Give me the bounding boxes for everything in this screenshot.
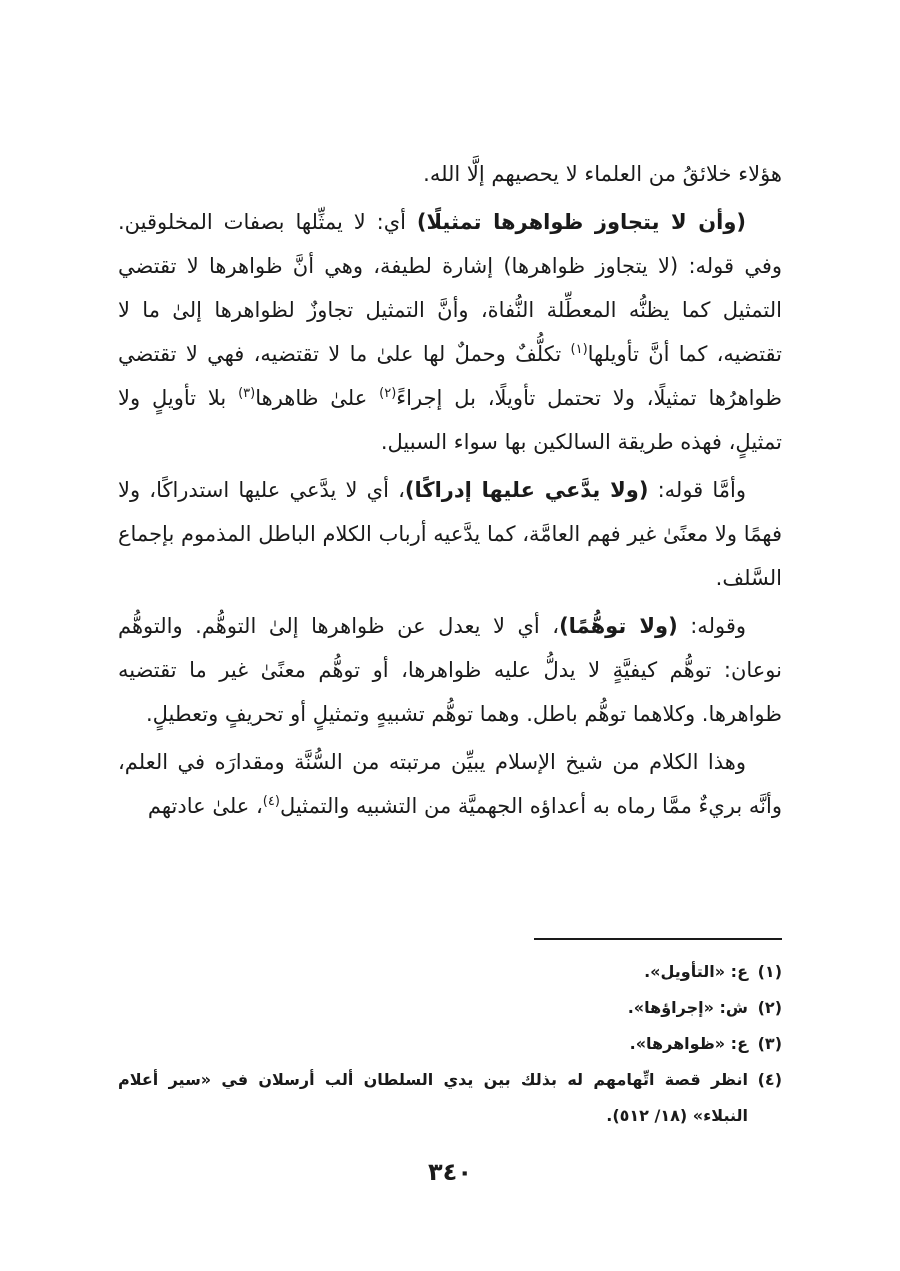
paragraph-3 (118, 468, 782, 600)
main-text (118, 152, 782, 832)
footnote-2 (118, 990, 782, 1026)
paragraph-4-lead: وقوله: (677, 614, 746, 638)
paragraph-5-text-b: ، علىٰ عادتهم (147, 794, 263, 818)
paragraph-5 (118, 740, 782, 828)
paragraph-2 (118, 200, 782, 464)
quoted-phrase: (وأن لا يتجاوز ظواهرها تمثيلًا) (416, 210, 747, 234)
quoted-phrase: (ولا توهُّمًا) (559, 614, 678, 638)
paragraph-2-text-c: علىٰ ظاهرها (255, 386, 380, 410)
paragraph-2-text-d: بلا تأويلٍ ولا تمثيلٍ، فهذه طريقة السالكين بها سواء السبيل. (118, 386, 782, 454)
footnote-separator (534, 938, 782, 940)
footnote-1 (118, 954, 782, 990)
page-number: ٣٤٠ (428, 1158, 472, 1186)
paragraph-4 (118, 604, 782, 736)
footnote-number: (٢) (757, 998, 782, 1017)
footnote-ref-2[interactable]: (٢) (379, 386, 397, 401)
footnote-text: ش: «إجراؤها». (627, 998, 748, 1017)
paragraph-5-text-a: وهذا الكلام من شيخ الإسلام يبيِّن مرتبته من السُّنَّة ومقدارَه في العلم، وأنَّه بريءٌ ممَّا رماه به أعداؤه الجهميَّة من التشبيه والتمثيل (118, 750, 782, 818)
quoted-phrase: (ولا يدَّعي عليها إدراكًا) (404, 478, 649, 502)
paragraph-2-text-a: أي: لا يمثِّلها بصفات المخلوقين. وفي قوله: (لا يتجاوز ظواهرها) إشارة لطيفة، وهي أنَّ ظواهرها لا تقتضي التمثيل كما يظنُّه المعطِّلة النُّفاة، وأنَّ التمثيل تجاوزٌ لظواهرها إلىٰ ما لا تقتضيه، كما أنَّ تأويلها (118, 210, 783, 366)
paragraph-3-text: ، أي لا يدَّعي عليها استدراكًا، ولا فهمًا ولا معنًىٰ غير فهم العامَّة، كما يدَّعيه أرباب الكلام الباطل المذموم بإجماع السَّلف. (118, 478, 782, 590)
footnote-4 (118, 1062, 782, 1134)
paragraph-4-text: ، أي لا يعدل عن ظواهرها إلىٰ التوهُّم. والتوهُّم نوعان: توهُّم كيفيَّةٍ لا يدلُّ عليه ظواهرها، أو توهُّم معنًىٰ غير ما تقتضيه ظواهرها. وكلاهما توهُّم باطل. وهما توهُّم تشبيهٍ وتمثيلٍ أو تحريفٍ وتعطيلٍ. (118, 614, 782, 726)
paragraph-1-text: هؤلاء خلائقُ من العلماء لا يحصيهم إلَّا الله. (423, 162, 782, 186)
footnote-number: (٣) (757, 1034, 782, 1053)
footnote-text: ع: «ظواهرها». (629, 1034, 748, 1053)
footnote-ref-4[interactable]: (٤) (262, 794, 280, 809)
footnote-ref-3[interactable]: (٣) (238, 386, 256, 401)
footnote-number: (١) (757, 962, 782, 981)
paragraph-2-text-b: تكلُّفٌ وحملٌ لها علىٰ ما لا تقتضيه، فهي لا تقتضي ظواهرُها تمثيلًا، ولا تحتمل تأويلًا، بل إجراءً (118, 342, 782, 410)
footnote-text: ع: «التأويل». (644, 962, 748, 981)
footnote-3 (118, 1026, 782, 1062)
paragraph-3-lead: وأمَّا قوله: (648, 478, 747, 502)
paragraph-1 (118, 152, 782, 196)
footnotes (118, 954, 782, 1134)
footnote-number: (٤) (757, 1070, 782, 1089)
footnote-ref-1[interactable]: (١) (570, 342, 588, 357)
footnote-text: انظر قصة اتِّهامهم له بذلك بين يدي السلطان ألب أرسلان في «سير أعلام النبلاء» (١٨/ ٥١٢). (118, 1070, 748, 1125)
